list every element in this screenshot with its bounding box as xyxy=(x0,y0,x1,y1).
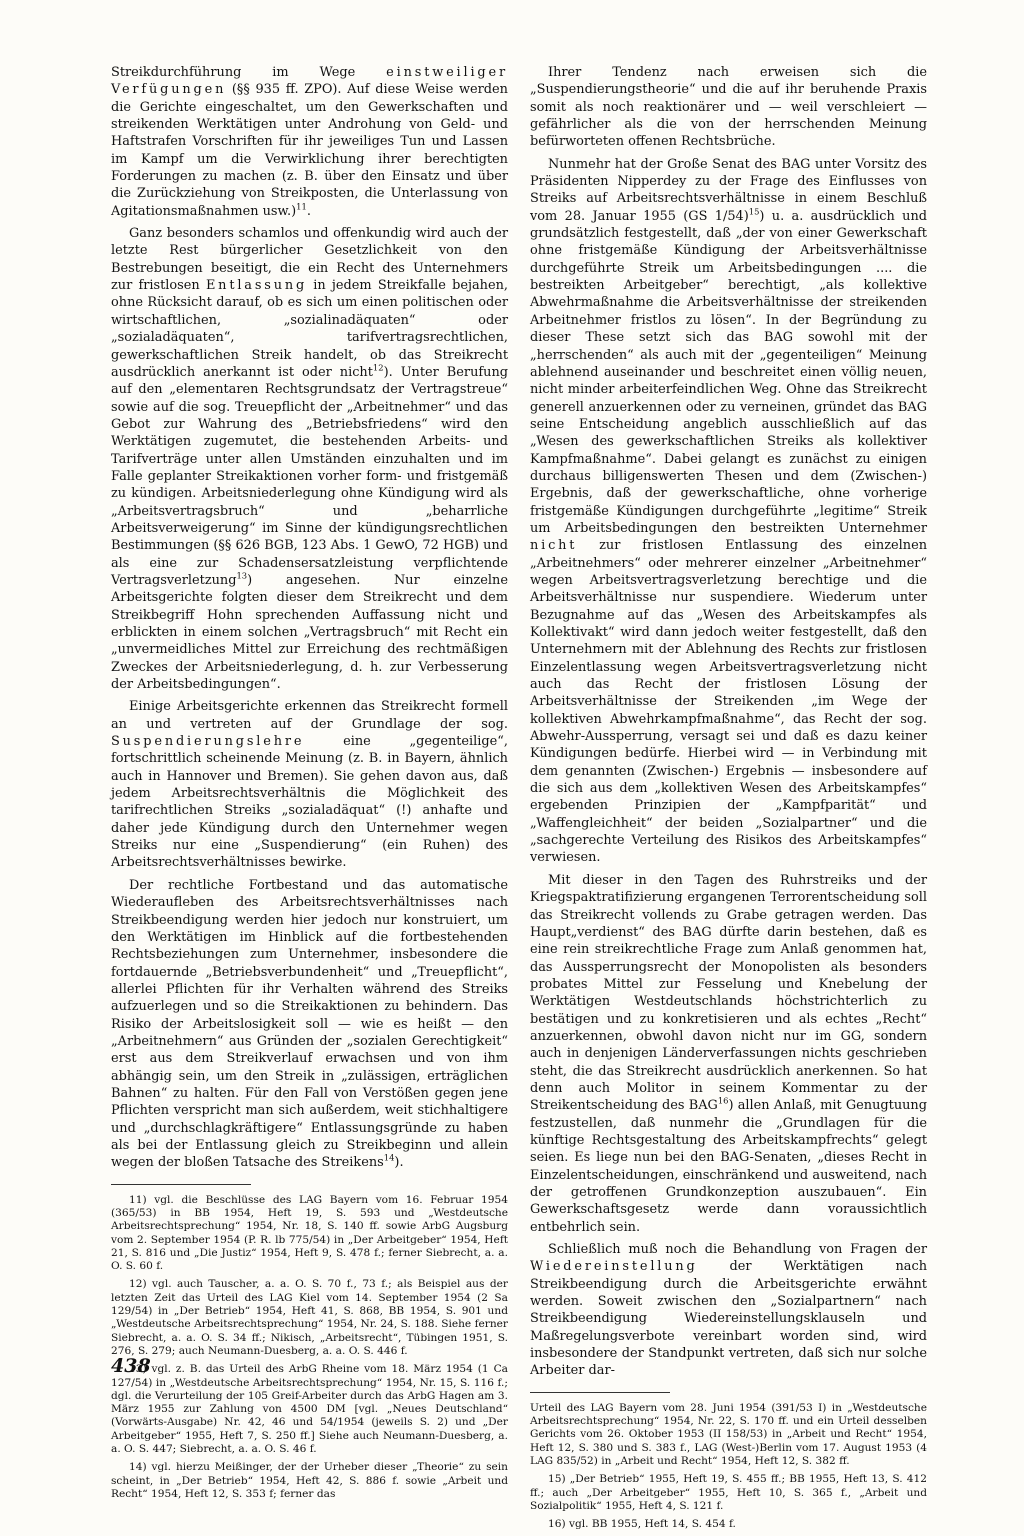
emphasis: Entlassung xyxy=(205,278,308,294)
paragraph: Der rechtliche Fortbestand und das automatische Wiederaufleben des Arbeitsrechtsverhältnisses nach Streikbeendigung werden hier jedoch nur konstruiert, um den Werktätigen im Hinblick auf die fortbestehenden Rechtsbeziehungen zum Unternehmer, insbesondere die fortdauernde „Betriebsverbundenheit“ und „Treuepflicht“, allerlei Pflichten für ihr Verhalten während des Streiks aufzuerlegen und so die Streikaktionen zu behindern. Das Risiko der Arbeitslosigkeit soll — wie es heißt — den „Arbeitnehmern“ aus Gründen der „sozialen Gerechtigkeit“ erst aus dem Streikverlauf erwachsen und von ihm abhängig sein, um den Streik in „zulässigen, erträglichen Bahnen“ zu halten. Für den Fall von Verstößen gegen jene Pflichten verspricht man sich außerdem, weit stichhaltigere und „durchschlagkräftigere“ Entlassungsgründe zu haben als bei der Entlassung gleich zu Streikbeginn und allein wegen der bloßen Tatsache des Streikens$^{14}$). xyxy=(111,877,508,1171)
paragraph: Mit dieser in den Tagen des Ruhrstreiks und der Kriegspaktratifizierung ergangenen Terrorentscheidung soll das Streikrecht vollends zu Grabe getragen werden. Das Haupt„verdienst“ des BAG dürfte darin bestehen, daß es eine rein streikrechtliche Frage zum Anlaß genommen hat, das Aussperrungsrecht der Monopolisten als besonders probates Mittel zur Fesselung und Knebelung der Werktätigen Westdeutschlands höchstrichterlich zu bestätigen und zu konkretisieren und als echtes „Recht“ anzuerkennen, obwohl davon nicht nur im GG, sondern auch in denjenigen Länderverfassungen nichts geschrieben steht, die das Streikrecht ausdrücklich anerkennen. So hat denn auch Molitor in seinem Kommentar zu der Streikentscheidung des BAG$^{16}$) allen Anlaß, mit Genugtuung festzustellen, daß nunmehr die „Grundlagen für die künftige Rechtsgestaltung des Arbeitskampfrechts“ gelegt seien. Es liege nun bei den BAG-Senaten, „dieses Recht in Einzelentscheidungen, einschränkend und ausweitend, nach der getroffenen Grundkonzeption auszubauen“. Ein Gewerkschaftsgesetz werde dann voraussichtlich entbehrlich sein. xyxy=(530,872,927,1235)
paragraph: Einige Arbeitsgerichte erkennen das Streikrecht formell an und vertreten auf der Grundlage der sog. Suspendierungslehre eine „gegenteilige“, fortschrittlich scheinende Meinung (z. B. in Bayern, ähnlich auch in Hannover und Bremen). Sie gehen davon aus, daß jedem Arbeitsrechtsverhältnis die Möglichkeit des tarifrechtlichen Streiks „sozialadäquat“ (!) anhafte und daher jede Kündigung durch den Unternehmer wegen Streiks nur eine „Suspendierung“ (ein Ruhen) des Arbeitsrechtsverhältnisses bewirke. xyxy=(111,699,508,871)
footnote-ref: 11 xyxy=(296,201,307,212)
footnote: 16) vgl. BB 1955, Heft 14, S. 454 f. xyxy=(548,1518,736,1531)
paragraph: Ihrer Tendenz nach erweisen sich die „Suspendierungstheorie“ und die auf ihr beruhende Praxis somit als noch reaktionärer und — weil verschleiert — gefährlicher als die von der herrschenden Meinung befürworteten offenen Rechtsbrüche. xyxy=(530,65,927,150)
footnote-ref: 15 xyxy=(748,206,760,217)
footnote: 11) vgl. die Beschlüsse des LAG Bayern vom 16. Februar 1954 (365/53) in BB 1954, Heft 19, S. 593 und „Westdeutsche Arbeitsrechtsprechung“ 1954, Nr. 18, S. 140 ff. sowie ArbG Augsburg vom 2. September 1954 (P. R. lb 775/54) in „Der Arbeitgeber“ 1954, Heft 21, S. 816 und „Die Justiz“ 1954, Heft 9, S. 478 f.; ferner Siebrecht, a. a. O. S. 60 f. xyxy=(111,1193,508,1273)
paragraph: Streikdurchführung im Wege einstweiliger Verfügungen (§§ 935 ff. ZPO). Auf diese Weise werden die Gerichte eingeschaltet, um den Gewerkschaften und streikenden Werktätigen unter Androhung von Geld- und Haftstrafen Vorschriften für ihr jeweiliges Tun und Lassen im Kampf um die Verwirklichung ihrer berechtigten Forderungen zu machen (z. B. über den Einsatz und über die Zurückziehung von Streikposten, die Unterlassung von Agitationsmaßnahmen usw.)$^{11}$. xyxy=(111,65,508,219)
paragraph: Nunmehr hat der Große Senat des BAG unter Vorsitz des Präsidenten Nipperdey zu der Frage des Einflusses von Streiks auf Arbeitsrechtsverhältnisse in einem Beschluß vom 28. Januar 1955 (GS 1/54)$^{15}$) u. a. ausdrücklich und grundsätzlich festgestellt, daß „der von einer Gewerkschaft ohne fristgemäße Kündigung der Arbeitsverhältnisse durchgeführte Streik um Arbeitsbedingungen .... die bestreikten Arbeitgeber“ berechtigt, „als kollektive Abwehrmaßnahme die Arbeitsverhältnisse der streikenden Arbeitnehmer fristlos zu lösen“. In der Begründung zu dieser These setzt sich das BAG sowohl mit der „herrschenden“ als auch mit der „gegenteiligen“ Meinung ablehnend auseinander und beschreitet einen völlig neuen, nicht minder arbeiterfeindlichen Weg. Ohne das Streikrecht generell anzuerkennen oder zu verneinen, gründet das BAG seine Entscheidung angeblich ausschließlich auf das „Wesen des gewerkschaftlichen Streiks als kollektiver Kampfmaßnahme“. Dabei gelangt es zunächst zu einigen durchaus billigenswerten Thesen und dem (Zwischen-) Ergebnis, daß der gewerkschaftliche, ohne vorherige fristgemäße Kündigungen durchgeführte „legitime“ Streik um Arbeitsbedingungen den bestreikten Unternehmer nicht zur fristlosen Entlassung des einzelnen „Arbeitnehmers“ oder mehrerer einzelner „Arbeitnehmer“ wegen Arbeitsvertragsverletzung berechtige und die Arbeitsverhältnisse nur suspendiere. Wiederum unter Bezugnahme auf das „Wesen des Arbeitskampfes als Kollektivakt“ wird dann jedoch weiter festgestellt, daß den Unternehmern mit der Ablehnung des Rechts zur fristlosen Einzelentlassung wegen Arbeitsvertragsverletzung nicht auch das Recht der fristlosen Lösung der Arbeitsverhältnisse der Streikenden „im Wege der kollektiven Abwehrkampfmaßnahme“, das Recht der sog. Abwehr-Aussperrung, versagt sei und daß es dazu keiner Kündigungen bedürfe. Hierbei wird — in Verbindung mit dem genannten (Zwischen-) Ergebnis — insbesondere auf die sich aus dem „kollektiven Wesen des Arbeitskampfes“ ergebenden Prinzipien der „Kampfparität“ und „Waffengleichheit“ der beiden „Sozialpartner“ und die „sachgerechte Verteilung des Risikos des Arbeitskampfes“ verwiesen. xyxy=(530,156,927,866)
emphasis: Wiedereinstellung xyxy=(530,1259,698,1275)
footnote-divider xyxy=(111,1184,251,1185)
emphasis: Suspendierungslehre xyxy=(111,734,305,750)
footnote-ref: 16 xyxy=(717,1095,729,1106)
page-number: 438 xyxy=(111,1355,151,1377)
footnote: 15) „Der Betrieb“ 1955, Heft 19, S. 455 ff.; BB 1955, Heft 13, S. 412 ff.; auch „Der Arbeitgeber“ 1955, Heft 10, S. 365 f., „Arbeit und Sozialpolitik“ 1955, Heft 4, S. 121 f. xyxy=(530,1473,927,1512)
footnote: 14) vgl. hierzu Meißinger, der der Urheber dieser „Theorie“ zu sein scheint, in „Der Betrieb“ 1954, Heft 42, S. 886 f. sowie „Arbeit und Recht“ 1954, Heft 12, S. 353 f; ferner das xyxy=(111,1461,508,1500)
emphasis: einstweiliger Verfügungen xyxy=(111,65,508,98)
footnote: 13) vgl. z. B. das Urteil des ArbG Rheine vom 18. März 1954 (1 Ca 127/54) in „Westdeutsche Arbeitsrechtsprechung“ 1954, Nr. 15, S. 116 f.; dgl. die Verurteilung der 105 Greif-Arbeiter durch das ArbG Hagen am 3. März 1955 zur Zahlung von 4500 DM [vgl. „Neues Deutschland“ (Vorwärts-Ausgabe) Nr. 42, 46 und 54/1954 (jeweils S. 2) und „Der Arbeitgeber“ 1955, Heft 7, S. 250 ff.] Siehe auch Neumann-Duesberg, a. a. O. S. 447; Siebrecht, a. a. O. S. 46 f. xyxy=(111,1363,508,1455)
footnote-ref: 14 xyxy=(383,1153,395,1164)
footnote-ref: 13 xyxy=(236,570,248,581)
left-column xyxy=(111,64,508,1506)
footnote-continued: Urteil des LAG Bayern vom 28. Juni 1954 (391/53 I) in „Westdeutsche Arbeitsrechtsprechung“ 1954, Nr. 22, S. 170 ff. und ein Urteil desselben Gerichts vom 26. Oktober 1953 (II 158/53) in „Arbeit und Recht“ 1954, Heft 12, S. 380 und S. 383 f., LAG (West-)Berlin vom 17. August 1953 (4 LAG 835/52) in „Arbeit und Recht“ 1954, Heft 12, S. 382 ff. xyxy=(530,1401,927,1467)
footnote-divider xyxy=(530,1392,670,1393)
footnotes xyxy=(111,1194,508,1502)
footnote-ref: 12 xyxy=(372,362,384,373)
right-column xyxy=(530,64,927,1536)
emphasis: nicht xyxy=(530,538,578,554)
footnotes xyxy=(530,1402,927,1532)
paragraph: Schließlich muß noch die Behandlung von Fragen der Wiedereinstellung der Werktätigen nach Streikbeendigung durch die Arbeitsgerichte erwähnt werden. Soweit zwischen den „Sozialpartnern“ nach Streikbeendigung Wiedereinstellungsklauseln und Maßregelungsverbote vereinbart worden sind, wird insbesondere der Standpunkt vertreten, daß sich nur solche Arbeiter dar- xyxy=(530,1242,927,1379)
paragraph: Ganz besonders schamlos und offenkundig wird auch der letzte Rest bürgerlicher Gesetzlichkeit von den Bestrebungen beseitigt, die ein Recht des Unternehmers zur fristlosen Entlassung in jedem Streikfalle bejahen, ohne Rücksicht darauf, ob es sich um einen politischen oder wirtschaftlichen, „sozialinadäquaten“ oder „sozialadäquaten“, tarifvertragsrechtlichen, gewerkschaftlichen Streik handelt, ob das Streikrecht ausdrücklich anerkannt ist oder nicht$^{12}$). Unter Berufung auf den „elementaren Rechtsgrundsatz der Vertragstreue“ sowie auf die sog. Treuepflicht der „Arbeitnehmer“ und das Gebot zur Wahrung des „Betriebsfriedens“ wird den Werktätigen zugemutet, die bestehenden Arbeits- und Tarifverträge unter allen Umständen einzuhalten und im Falle geplanter Streikaktionen vorher form- und fristgemäß zu kündigen. Arbeitsniederlegung ohne Kündigung wird als „Arbeitsvertragsbruch“ und „beharrliche Arbeitsverweigerung“ im Sinne der kündigungsrechtlichen Bestimmungen (§§ 626 BGB, 123 Abs. 1 GewO, 72 HGB) und als eine zur Schadensersatzleistung verpflichtende Vertragsverletzung$^{13}$) angesehen. Nur einzelne Arbeitsgerichte folgten dieser dem Streikrecht und dem Streikbegriff Hohn sprechenden Auffassung nicht und erblickten in einem solchen „Vertragsbruch“ mit Recht ein „unvermeidliches Mittel zur Erreichung des rechtmäßigen Zweckes der Arbeitsniederlegung, d. h. zur Verbesserung der Arbeitsbedingungen“. xyxy=(111,226,508,693)
footnote: 12) vgl. auch Tauscher, a. a. O. S. 70 f., 73 f.; als Beispiel aus der letzten Zeit das Urteil des LAG Kiel vom 14. September 1954 (2 Sa 129/54) in „Der Betrieb“ 1954, Heft 41, S. 868, BB 1954, S. 901 und „Westdeutsche Arbeitsrechtsprechung“ 1954, Nr. 24, S. 188. Siehe ferner Siebrecht, a. a. O. S. 34 ff.; Nikisch, „Arbeitsrecht“, Tübingen 1951, S. 276, S. 279; auch Neumann-Duesberg, a. a. O. S. 446 f. xyxy=(111,1278,508,1357)
